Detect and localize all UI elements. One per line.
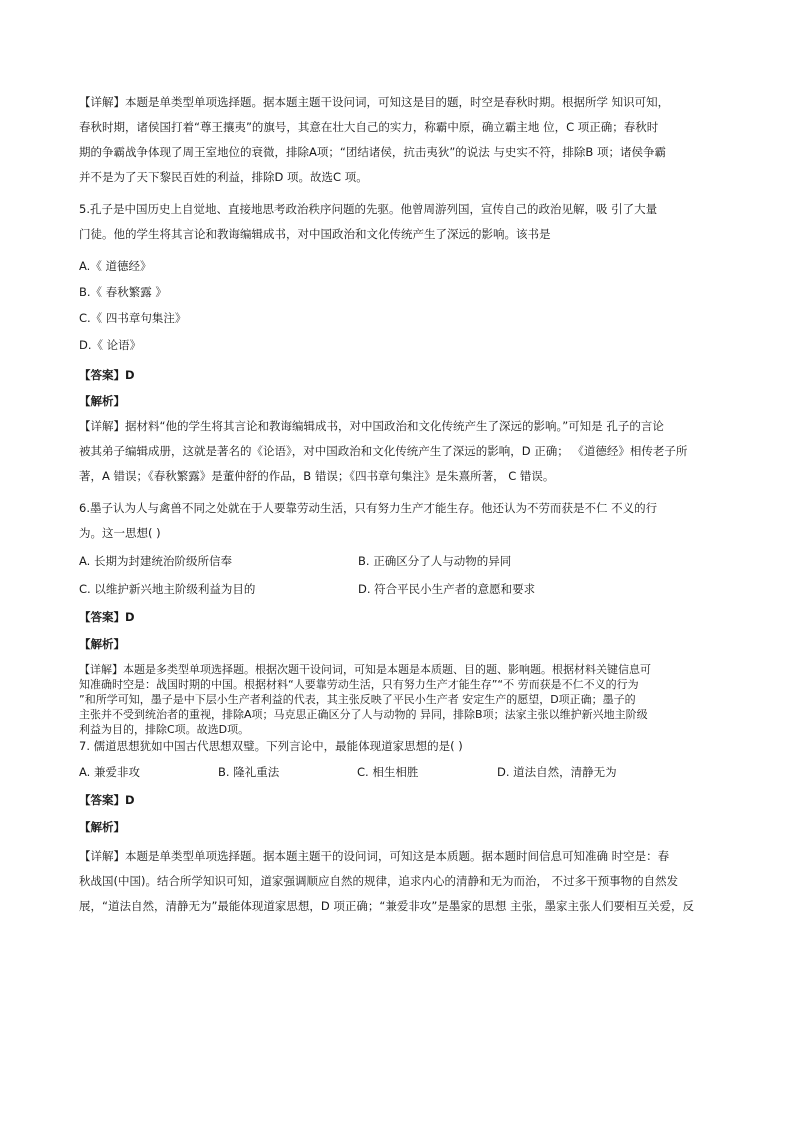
q6-detail-line: 【详解】本题是多类型单项选择题。根据次题干设问词，可知是本题是本质题、目的题、影响题。根据材料关键信息可 [79,663,651,676]
q5-option-b: B.《 春秋繁露 》 [79,285,167,299]
q5-stem-line: 门徒。他的学生将其言论和教诲编辑成书，对中国政治和文化传统产生了深远的影响。该书是 [79,227,551,241]
q4-detail-line: 【详解】本题是单类型单项选择题。据本题主题干设问词，可知这是目的题，时空是春秋时期。根据所学 知识可知， [79,95,670,109]
q7-detail-line: 展，“道法自然，清静无为”最能体现道家思想，D 项正确；“兼爱非攻”是墨家的思想 主张，墨家主张人们要相互关爱，反 [79,899,694,913]
q6-analysis-label: 【解析】 [79,637,125,651]
q7-option-c: C. 相生相胜 [357,765,419,779]
q7-detail-line: 秋战国(中国)。结合所学知识可知，道家强调顺应自然的规律，追求内心的清静和无为而治， 不过多干预事物的自然发 [79,874,679,888]
q6-detail-line: 主张并不受到统治者的重视，排除A项；马克思正确区分了人与动物的 异同，排除B项；法家主张以维护新兴地主阶级 [79,708,648,721]
q5-detail-line: 被其弟子编辑成册，这就是著名的《论语》，对中国政治和文化传统产生了深远的影响，D 正确； 《道德经》相传老子所 [79,444,688,458]
q6-option-d: D. 符合平民小生产者的意愿和要求 [358,582,536,596]
q7-option-b: B. 隆礼重法 [218,765,280,779]
q6-detail-line: 知准确时空是：战国时期的中国。根据材料“人要靠劳动生活，只有努力生产才能生存”“不 劳而获是不仁不义的行为 [79,678,639,691]
q5-option-c: C.《 四书章句集注》 [79,311,187,325]
q6-detail [79,662,719,737]
q5-stem-line: 5.孔子是中国历史上自觉地、直接地思考政治秩序问题的先驱。他曾周游列国，宣传自己的政治见解，吸 引了大量 [79,202,658,216]
q7-analysis-label: 【解析】 [79,820,125,834]
q4-detail [79,90,719,190]
q6-detail-line: ”和所学可知，墨子是中下层小生产者利益的代表，其主张反映了平民小生产者 安定生产的愿望，D项正确；墨子的 [79,693,636,706]
q7-detail-line: 【详解】本题是单类型单项选择题。据本题主题干的设问词，可知这是本质题。据本题时间信息可知准确 时空是：春 [79,849,670,863]
q7-option-a: A. 兼爱非攻 [79,765,140,779]
q5-detail [79,414,719,489]
q5-stem [79,197,719,247]
q6-option-a: A. 长期为封建统治阶级所信奉 [79,554,232,568]
q5-analysis-label: 【解析】 [79,394,125,408]
q4-detail-line: 期的争霸战争体现了周王室地位的衰微，排除A项；“团结诸侯，抗击夷狄”的说法 与史实不符，排除B 项；诸侯争霸 [79,145,666,159]
q6-stem-line: 6.墨子认为人与禽兽不同之处就在于人要靠劳动生活，只有努力生产才能生存。他还认为不劳而获是不仁 不义的行 [79,501,658,515]
q6-answer: 【答案】D [79,610,135,624]
q5-detail-line: 【详解】据材料“他的学生将其言论和教诲编辑成书，对中国政治和文化传统产生了深远的影响。”可知是 孔子的言论 [79,419,664,433]
q4-detail-line: 并不是为了天下黎民百姓的利益，排除D 项。故选C 项。 [79,170,368,184]
q6-detail-line: 利益为目的，排除C项。故选D项。 [79,723,250,736]
q4-detail-line: 春秋时期，诸侯国打着“尊王攘夷”的旗号，其意在壮大自己的实力，称霸中原，确立霸主地 位，C 项正确；春秋时 [79,120,659,134]
q7-stem: 7. 儒道思想犹如中国古代思想双璧。下列言论中，最能体现道家思想的是( ) [79,739,463,753]
q6-option-c: C. 以维护新兴地主阶级利益为目的 [79,582,256,596]
q5-option-d: D.《 论语》 [79,338,142,352]
q5-answer: 【答案】D [79,368,135,382]
q6-stem-line: 为。这一思想( ) [79,526,161,540]
q5-option-a: A.《 道德经》 [79,259,152,273]
q7-answer: 【答案】D [79,793,135,807]
q5-detail-line: 著，A 错误；《春秋繁露》是董仲舒的作品，B 错误；《四书章句集注》是朱熹所著， C 错误。 [79,469,555,483]
q6-option-b: B. 正确区分了人与动物的异同 [358,554,512,568]
q7-option-d: D. 道法自然，清静无为 [497,765,617,779]
q7-detail [79,844,719,919]
q6-stem [79,496,719,546]
